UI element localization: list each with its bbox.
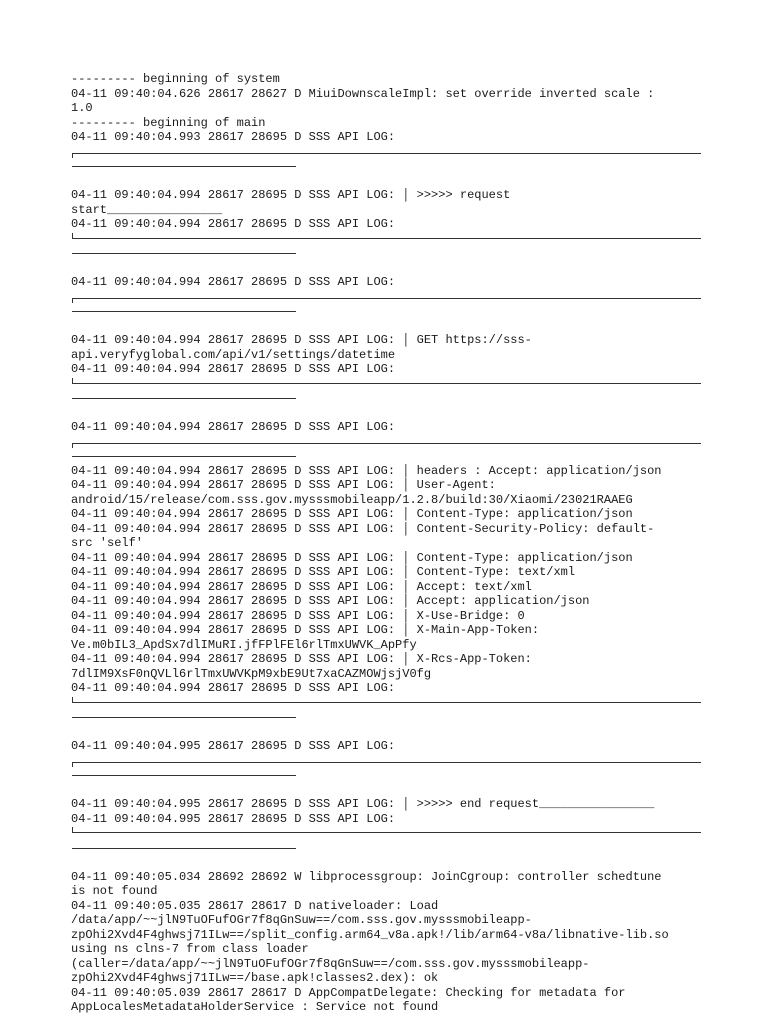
log-line: 04-11 09:40:04.993 28617 28695 D SSS API LOG: [71, 130, 396, 144]
log-line: 04-11 09:40:04.994 28617 28695 D SSS API LOG: [71, 681, 396, 695]
log-line: 04-11 09:40:04.994 28617 28695 D SSS API LOG: │ Accept: application/json [71, 594, 590, 608]
log-line: 04-11 09:40:04.994 28617 28695 D SSS API LOG: [71, 275, 396, 289]
box-short-rule [71, 159, 701, 174]
box-short-rule [71, 246, 701, 261]
log-line: 04-11 09:40:04.994 28617 28695 D SSS API LOG: │ User-Agent: [71, 478, 496, 492]
log-line: 04-11 09:40:05.034 28692 28692 W libprocessgroup: JoinCgroup: controller schedtune [71, 869, 662, 884]
log-line: Ve.m0bIL3_ApdSx7dlIMuRI.jfFPlFEl6rlTmxUWVK_ApPfy [71, 637, 417, 652]
box-bottom-rule [71, 232, 701, 247]
log-line: is not found [71, 884, 158, 898]
box-short-rule [71, 449, 701, 464]
log-line: 04-11 09:40:04.995 28617 28695 D SSS API LOG: [71, 811, 396, 826]
log-line: 04-11 09:40:04.994 28617 28695 D SSS API LOG: │ Accept: text/xml [71, 579, 532, 594]
log-line: 04-11 09:40:05.039 28617 28617 D AppCompatDelegate: Checking for metadata for [71, 985, 626, 1000]
box-top-rule [71, 290, 701, 305]
log-line: 04-11 09:40:04.994 28617 28695 D SSS API LOG: │ X-Main-App-Token: [71, 623, 540, 637]
log-line: 04-11 09:40:04.994 28617 28695 D SSS API LOG: │ headers : Accept: application/json [71, 463, 662, 478]
log-line: (caller=/data/app/~~jlN9TuOFufOGr7f8qGnSuw==/com.sss.gov.mysssmobileapp- [71, 956, 590, 971]
log-output [71, 72, 701, 1015]
log-line: api.veryfyglobal.com/api/v1/settings/datetime [71, 347, 396, 362]
log-line: start________________ [71, 202, 223, 217]
log-line: 04-11 09:40:04.994 28617 28695 D SSS API LOG: │ Content-Type: text/xml [71, 565, 576, 579]
box-short-rule [71, 710, 701, 725]
log-line: 04-11 09:40:04.994 28617 28695 D SSS API LOG: [71, 362, 396, 376]
log-line: using ns clns-7 from class loader [71, 942, 309, 956]
log-line: 04-11 09:40:04.994 28617 28695 D SSS API LOG: │ Content-Security-Policy: default- [71, 521, 655, 536]
box-bottom-rule [71, 826, 701, 841]
log-line: 04-11 09:40:04.995 28617 28695 D SSS API LOG: │ >>>>> end request________________ [71, 797, 655, 811]
log-line: 04-11 09:40:04.995 28617 28695 D SSS API LOG: [71, 739, 396, 753]
log-line: 04-11 09:40:04.994 28617 28695 D SSS API LOG: │ Content-Type: application/json [71, 507, 633, 521]
box-bottom-rule [71, 377, 701, 392]
box-top-rule [71, 435, 701, 450]
log-line: zpOhi2Xvd4F4ghwsj71ILw==/base.apk!classes2.dex): ok [71, 971, 439, 985]
log-line: 04-11 09:40:05.035 28617 28617 D nativeloader: Load [71, 898, 439, 913]
log-line: 04-11 09:40:04.994 28617 28695 D SSS API LOG: │ GET https://sss- [71, 333, 532, 347]
log-line: --------- beginning of main [71, 115, 266, 130]
log-line: zpOhi2Xvd4F4ghwsj71ILw==/split_config.arm64_v8a.apk!/lib/arm64-v8a/libnative-lib.so [71, 927, 669, 942]
box-short-rule [71, 304, 701, 319]
log-line: --------- beginning of system [71, 72, 280, 86]
box-short-rule [71, 841, 701, 856]
box-bottom-rule [71, 696, 701, 711]
log-line: 04-11 09:40:04.994 28617 28695 D SSS API LOG: [71, 420, 396, 434]
box-short-rule [71, 768, 701, 783]
box-short-rule [71, 391, 701, 406]
log-line: /data/app/~~jlN9TuOFufOGr7f8qGnSuw==/com.sss.gov.mysssmobileapp- [71, 913, 532, 927]
log-line: 1.0 [71, 101, 93, 115]
log-line: 7dlIM9XsF0nQVLl6rlTmxUWVKpM9xbE9Ut7xaCAZMOWjsjV0fg [71, 666, 432, 681]
log-line: 04-11 09:40:04.994 28617 28695 D SSS API LOG: [71, 217, 396, 231]
log-line: 04-11 09:40:04.994 28617 28695 D SSS API LOG: │ X-Use-Bridge: 0 [71, 608, 525, 623]
box-top-rule [71, 145, 701, 160]
log-line: android/15/release/com.sss.gov.mysssmobileapp/1.2.8/build:30/Xiaomi/23021RAAEG [71, 492, 633, 507]
box-top-rule [71, 754, 701, 769]
log-line: 04-11 09:40:04.994 28617 28695 D SSS API LOG: │ Content-Type: application/json [71, 550, 633, 565]
log-line: AppLocalesMetadataHolderService : Service not found [71, 1000, 439, 1014]
log-line: src 'self' [71, 536, 144, 550]
log-line: 04-11 09:40:04.994 28617 28695 D SSS API LOG: │ >>>>> request [71, 188, 511, 202]
log-line: 04-11 09:40:04.626 28617 28627 D MiuiDownscaleImpl: set override inverted scale : [71, 86, 655, 101]
log-line: 04-11 09:40:04.994 28617 28695 D SSS API LOG: │ X-Rcs-App-Token: [71, 652, 532, 666]
